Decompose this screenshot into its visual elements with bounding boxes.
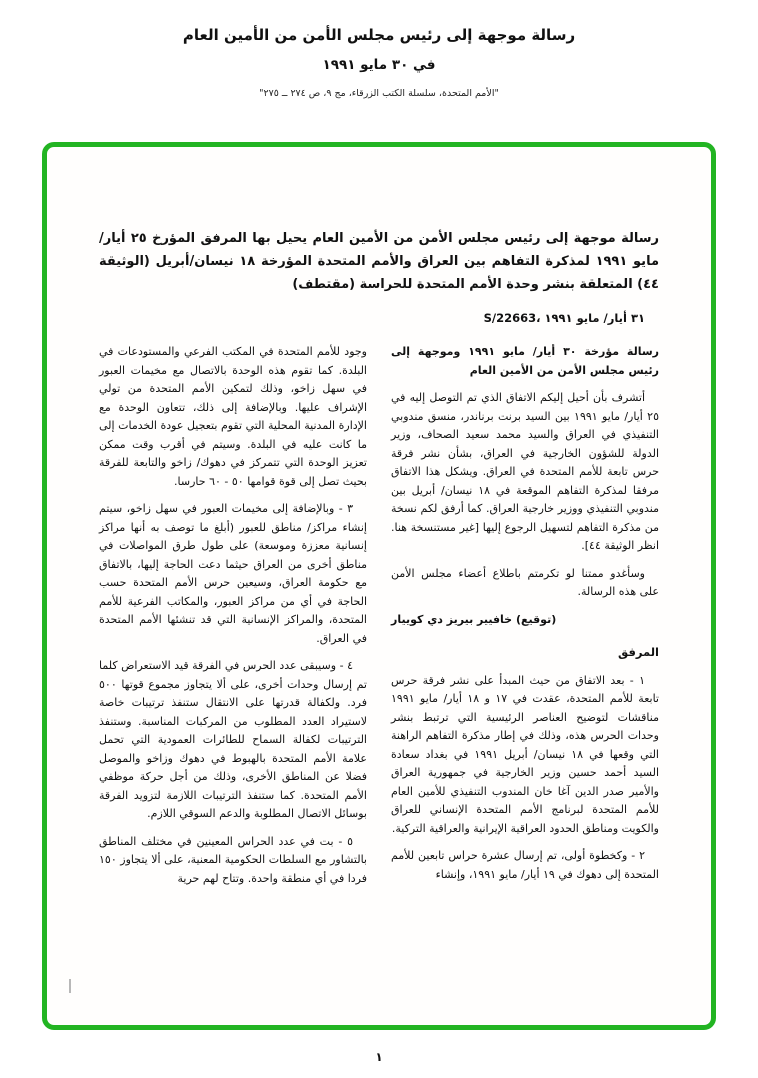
annex-paragraph-5: ٥ - بت في عدد الحراس المعينين في مختلف المناطق بالتشاور مع السلطات الحكومية المعنية، على ألا يتجاوز ١٥٠ فردا في أي منطقة واحدة. وتتاح لهم حرية [99,834,367,885]
annex-paragraph-2-continued: وجود للأمم المتحدة في المكتب الفرعي والمستودعات في البلدة. كما تقوم هذه الوحدة بالاتصال مع مخيمات العبور في سهل زاخو، وذلك لتمكين الأمم المتحدة من تولي الإشراف عليها. وبالإضافة إلى ذلك، تتعاون الوحدة مع الإدارة المدنية المحلية التي تقوم بتعجيل عودة الخدمات إلى ما كانت عليه في البلدة. وسيتم في أقرب وقت ممكن تعزيز الوحدة التي تتمركز في دهوك/ زاخو والتابعة للفرقة بحيث تصل إلى قوة قوامها ٥٠ - ٦٠ حارسا. [99,345,367,488]
header-title: رسالة موجهة إلى رئيس مجلس الأمن من الأمين العام [182,26,576,44]
letter-salutation: رسالة مؤرخة ٣٠ أيار/ مايو ١٩٩١ وموجهة إلى رئيس مجلس الأمن من الأمين العام [391,345,659,377]
header-date: في ٣٠ مايو ١٩٩١ [322,57,436,73]
annex-paragraph-1: ١ - بعد الاتفاق من حيث المبدأ على نشر فرقة حرس تابعة للأمم المتحدة، عقدت في ١٧ و ١٨ أيار/ مايو ١٩٩١ مناقشات لتوضيح العناصر الرئيسية التي ترتبط بنشر وحدات الحرس هذه، وذلك في إطار مذكرة التفاهم الراهنة التي وقعها في ١٨ نيسان/ أبريل ١٩٩١ في بغداد سعادة السيد أحمد حسين وزير الخارجية في جمهورية العراق والأمير صدر الدين آغا خان المندوب التنفيذي للأمين العام للأمم المتحدة لبرنامج الأمم المتحدة الإنساني للعراق والكويت ومناطق الحدود العراقية الإيرانية والعراقية التركية. [391,673,659,835]
signature-line: (توقيع) خافيير بيريز دي كوييار [391,612,557,626]
left-column [99,343,367,897]
annex-heading: المرفق [617,645,659,659]
document-heading: رسالة موجهة إلى رئيس مجلس الأمن من الأمين العام يحيل بها المرفق المؤرخ ٢٥ أيار/ مايو ١٩٩١ لمذكرة التفاهم بين العراق والأمم المتحدة المؤرخة ١٨ نيسان/أبريل (الوثيقة ٤٤) المتعلقة بنشر وحدة الأمم المتحدة للحراسة (مقتطف) [99,231,659,292]
two-column-body [99,343,659,897]
scanned-document-frame [42,142,716,1030]
letter-paragraph-request: وسأغدو ممتنا لو تكرمتم باطلاع أعضاء مجلس الأمن على هذه الرسالة. [391,566,659,598]
annex-paragraph-2: ٢ - وكخطوة أولى، تم إرسال عشرة حراس تابعين للأمم المتحدة إلى دهوك في ١٩ أيار/ مايو ١٩٩١، وإنشاء [391,849,659,881]
page-number: ١ [375,1050,383,1064]
scan-artifact-mark [69,979,71,993]
source-citation: "الأمم المتحدة، سلسلة الكتب الزرقاء، مج ٩، ص ٢٧٤ ــ ٢٧٥" [259,88,499,99]
scanned-document-content [47,147,711,897]
letter-paragraph-transmittal: أتشرف بأن أحيل إليكم الاتفاق الذي تم التوصل إليه في ٢٥ أيار/ مايو ١٩٩١ بين السيد برنت برناندر، منسق مندوبي التنفيذي في العراق والسيد محمد سعيد الصحاف، وزير الدولة للشؤون الخارجية في العراق، بشأن نشر فرقة حرس تابعة للأمم المتحدة في العراق. ويشكل هذا الاتفاق مرفقا لمذكرة التفاهم الموقعة في ١٨ نيسان/ أبريل بين مندوبي التنفيذي ووزير خارجية العراق. كما أرفق لكم نسخة من مذكرة التفاهم لتسهيل الرجوع إليها [غير مستنسخة هنا. انظر الوثيقة ٤٤]. [391,391,660,552]
document-symbol: S/22663، ٣١ أيار/ مايو ١٩٩١ [483,311,645,325]
annex-paragraph-3: ٣ - وبالإضافة إلى مخيمات العبور في سهل زاخو، سيتم إنشاء مراكز/ مناطق للعبور (أبلغ ما توصف به أنها مراكز إنسانية معززة وموسعة) على طول طرق المواصلات في مناطق أخرى من العراق حيثما دعت الحاجة إليها، بالاتفاق مع حكومة العراق، وسيعين حرس الأمم المتحدة حسب الحاجة في أي من مراكز العبور، والمكاتب الفرعية للأمم المتحدة، والمراكز الإنسانية التي قد تنشئها الأمم المتحدة في العراق. [99,502,367,645]
right-column [391,343,659,893]
annex-paragraph-4: ٤ - وسيبقى عدد الحرس في الفرقة قيد الاستعراض كلما تم إرسال وحدات أخرى، على ألا يتجاوز مجموع قوتها ٥٠٠ فرد. ولكفالة قدرتها على الانتقال ستنفذ ترتيبات خاصة لاستيراد العدد المطلوب من المركبات المناسبة. وستنفذ الترتيبات لكفالة السماح للطائرات العمودية التي تحمل علامة الأمم المتحدة بالهبوط في دهوك وزاخو والموصل فضلا عن المناطق الأخرى، وذلك من أجل حركة موظفي الأمم المتحدة. كما ستنفذ الترتيبات اللازمة لتزويد الفرقة بوسائل الاتصال المطلوبة والدعم السوقي اللازم. [99,659,367,820]
page-header [0,0,758,99]
